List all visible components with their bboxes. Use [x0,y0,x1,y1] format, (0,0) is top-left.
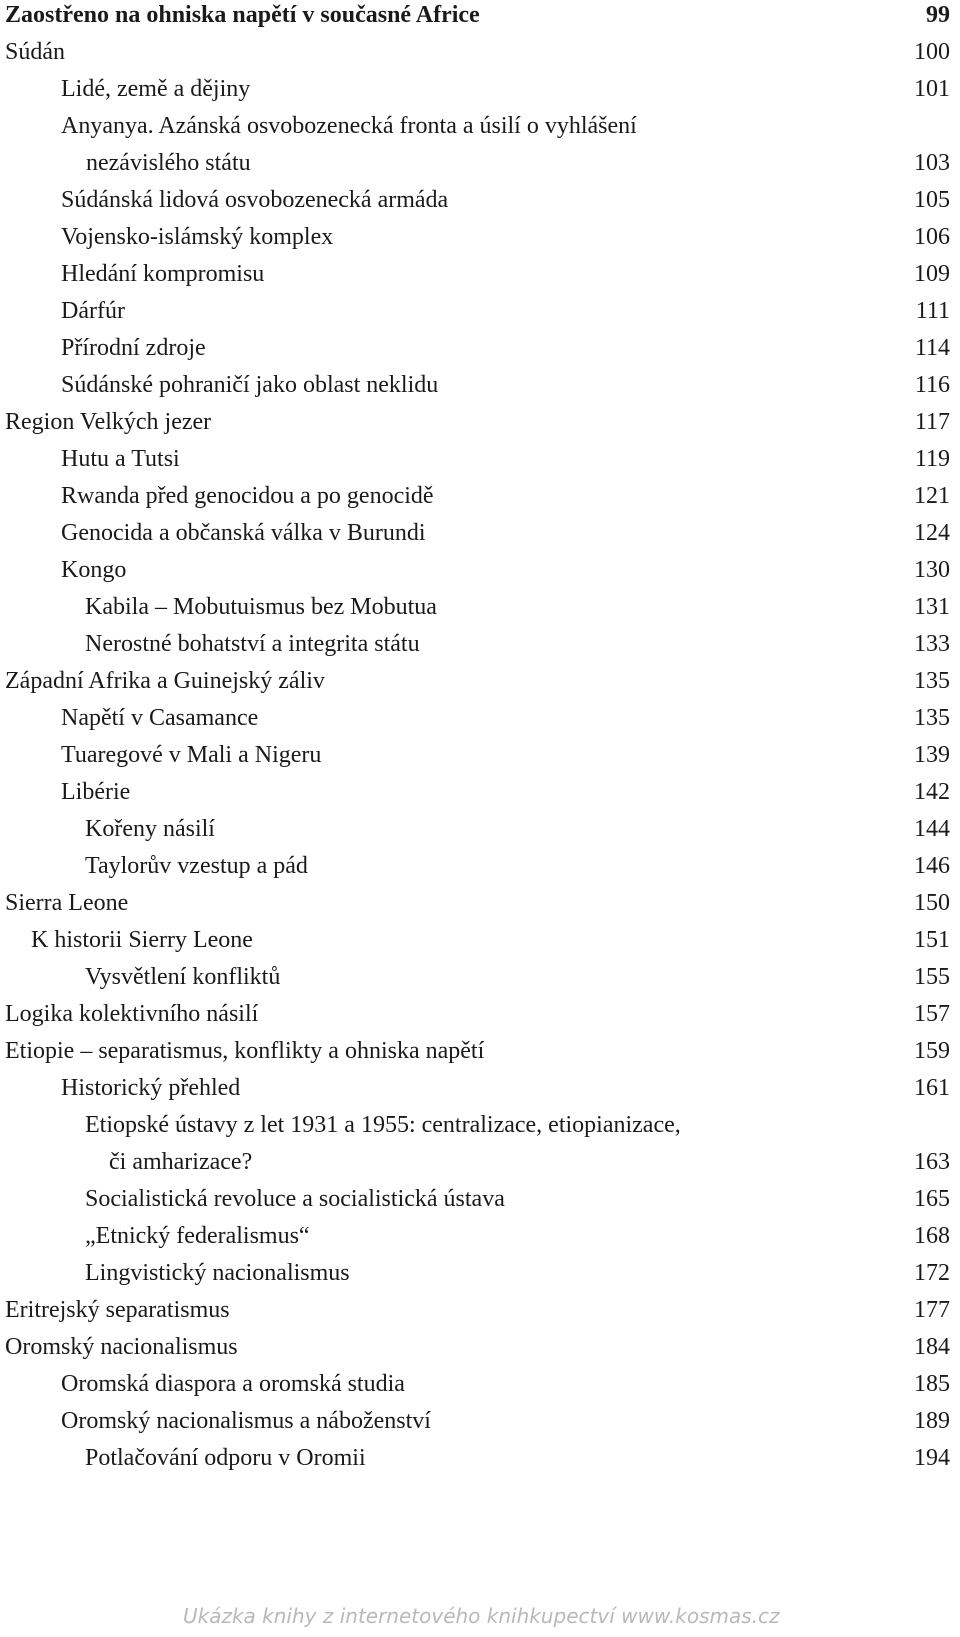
toc-entry-title: Potlačování odporu v Oromii [85,1445,366,1471]
toc-entry-title: Historický přehled [61,1075,241,1101]
toc-entry [0,1254,960,1292]
toc-entry-title: Region Velkých jezer [5,409,212,435]
toc-entry [0,33,960,71]
toc-entry-page: 168 [914,1223,950,1249]
toc-entry-page: 135 [914,668,950,694]
toc-entry-title: Dárfúr [61,298,125,324]
toc-entry [0,921,960,959]
toc-entry-title: Zaostřeno na ohniska napětí v současné Africe [5,2,480,28]
toc-entry-page: 165 [914,1186,950,1212]
toc-entry-title: Lingvistický nacionalismus [85,1260,350,1286]
toc-entry-title: Oromský nacionalismus a náboženství [61,1408,431,1434]
toc-entry-title: Napětí v Casamance [61,705,259,731]
toc-entry [0,1439,960,1477]
toc-entry [0,255,960,293]
toc-entry [0,0,960,34]
toc-entry [0,477,960,515]
toc-entry [0,181,960,219]
toc-entry-title: Nerostné bohatství a integrita státu [85,631,420,657]
toc-entry [0,551,960,589]
toc-entry [0,1069,960,1107]
toc-entry-page: 119 [914,446,950,472]
toc-entry [0,958,960,996]
toc-entry-page: 184 [914,1334,950,1360]
toc-entry-page: 139 [914,742,950,768]
toc-entry-title: Súdánské pohraničí jako oblast neklidu [61,372,439,398]
toc-entry-page: 121 [914,483,950,509]
toc-entry-page: 117 [914,409,950,435]
toc-entry-title: Kongo [61,557,127,583]
toc-entry-title: Sierra Leone [5,890,129,916]
toc-entry-title: Rwanda před genocidou a po genocidě [61,483,434,509]
toc-entry [0,588,960,626]
toc-entry-title: Hledání kompromisu [61,261,265,287]
toc-entry-page: 177 [914,1297,950,1323]
toc-entry [0,403,960,441]
toc-entry-title: Oromská diaspora a oromská studia [61,1371,405,1397]
toc-entry-page: 101 [914,76,950,102]
toc-entry-title: Etiopské ústavy z let 1931 a 1955: centralizace, etiopianizace, [85,1112,681,1138]
toc-entry-page: 133 [914,631,950,657]
toc-entry-page: 124 [914,520,950,546]
toc-entry-page: 111 [915,298,950,324]
toc-entry [0,1143,960,1181]
toc-entry-page: 109 [914,261,950,287]
toc-entry-page: 159 [914,1038,950,1064]
toc-entry [0,107,960,145]
toc-entry-title: Vojensko-islámský komplex [61,224,334,250]
toc-entry-page: 194 [914,1445,950,1471]
toc-entry-title: Logika kolektivního násilí [5,1001,259,1027]
toc-entry [0,1180,960,1218]
toc-entry-page: 189 [914,1408,950,1434]
toc-entry [0,810,960,848]
footer-watermark: Ukázka knihy z internetového knihkupectví www.kosmas.cz [183,1604,780,1628]
toc-entry-page: 100 [914,39,950,65]
toc-entry-page: 155 [914,964,950,990]
toc-entry-title: Západní Afrika a Guinejský záliv [5,668,325,694]
toc-entry [0,218,960,256]
toc-entry [0,1032,960,1070]
toc-entry-page: 163 [914,1149,950,1175]
toc-entry-page: 157 [914,1001,950,1027]
toc-entry [0,736,960,774]
toc-entry [0,995,960,1033]
toc-entry [0,514,960,552]
toc-entry [0,70,960,108]
toc-entry [0,773,960,811]
toc-entry-page: 106 [914,224,950,250]
toc-entry-page: 130 [914,557,950,583]
toc-entry-title: Vysvětlení konfliktů [85,964,281,990]
toc-entry [0,1328,960,1366]
toc-entry-title: Anyanya. Azánská osvobozenecká fronta a úsilí o vyhlášení [61,113,637,139]
toc-entry-title: Eritrejský separatismus [5,1297,230,1323]
toc-entry-title: Libérie [61,779,131,805]
toc-entry-title: Lidé, země a dějiny [61,76,251,102]
toc-entry-page: 144 [914,816,950,842]
toc-entry-title: Súdánská lidová osvobozenecká armáda [61,187,449,213]
toc-entry [0,699,960,737]
toc-entry [0,847,960,885]
toc-entry-page: 116 [914,372,950,398]
toc-entry [0,366,960,404]
toc-entry-page: 103 [914,150,950,176]
toc-entry-title: Etiopie – separatismus, konflikty a ohniska napětí [5,1038,485,1064]
toc-entry [0,1106,960,1144]
toc-entry-page: 135 [914,705,950,731]
toc-entry-page: 131 [914,594,950,620]
toc-entry-page: 150 [914,890,950,916]
toc-entry-title: Socialistická revoluce a socialistická ústava [85,1186,505,1212]
toc-entry-page: 99 [926,2,950,28]
toc-entry-title: Hutu a Tutsi [61,446,180,472]
toc-entry-title: Oromský nacionalismus [5,1334,238,1360]
toc-entry [0,884,960,922]
toc-entry-title: „Etnický federalismus“ [85,1223,310,1249]
toc-entry-title: či amharizace? [109,1149,253,1175]
toc-entry-page: 105 [914,187,950,213]
toc-entry-page: 146 [914,853,950,879]
toc-entry-title: Súdán [5,39,65,65]
toc-entry [0,1365,960,1403]
toc-entry-title: Taylorův vzestup a pád [85,853,308,879]
toc-entry [0,625,960,663]
toc-entry [0,662,960,700]
toc-entry-page: 172 [914,1260,950,1286]
toc-entry-page: 161 [914,1075,950,1101]
toc-entry-page: 142 [914,779,950,805]
toc-entry-title: Tuaregové v Mali a Nigeru [61,742,322,768]
toc-entry [0,144,960,182]
toc-entry-title: nezávislého státu [86,150,251,176]
toc-entry-page: 151 [914,927,950,953]
toc-entry [0,1402,960,1440]
toc-entry [0,1291,960,1329]
toc-entry [0,440,960,478]
toc-entry-title: Kabila – Mobutuismus bez Mobutua [85,594,437,620]
toc-entry-title: Přírodní zdroje [61,335,206,361]
toc-entry-title: K historii Sierry Leone [31,927,253,953]
toc-entry-page: 114 [914,335,950,361]
toc-entry [0,329,960,367]
toc-entry [0,292,960,330]
toc-entry [0,1217,960,1255]
toc-entry-title: Genocida a občanská válka v Burundi [61,520,426,546]
toc-entry-page: 185 [914,1371,950,1397]
toc-entry-title: Kořeny násilí [85,816,215,842]
